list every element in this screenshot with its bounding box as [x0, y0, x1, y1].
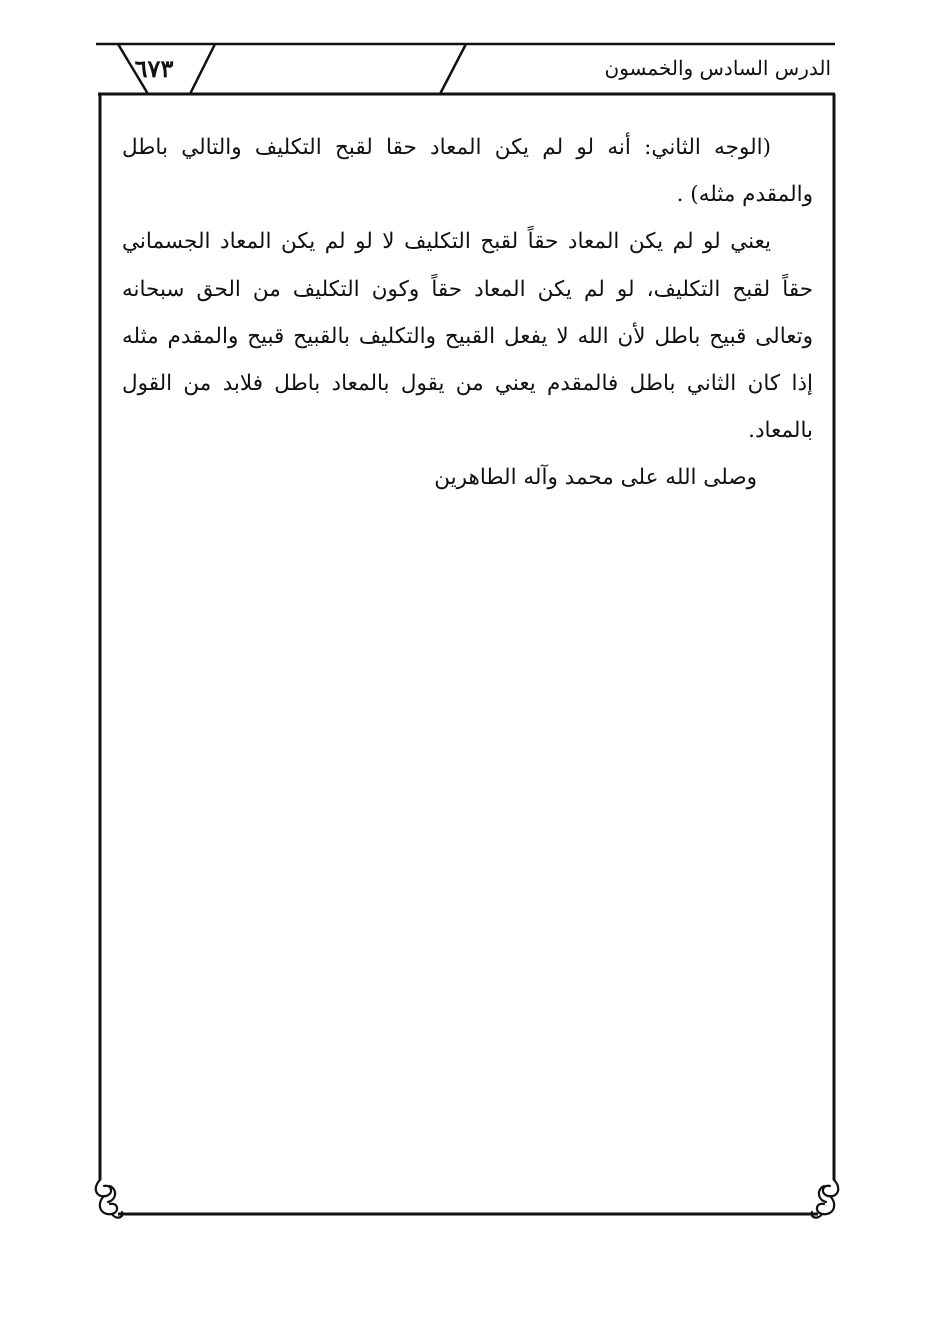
running-title: الدرس السادس والخمسون	[604, 56, 831, 80]
page-number: ٦٧٣	[134, 54, 174, 83]
paragraph-2: يعني لو لم يكن المعاد حقاً لقبح التكليف لا لو لم يكن المعاد الجسماني حقاً لقبح التكليف، لو لم يكن المعاد حقاً وكون التكليف من الحق سبحانه وتعالى قبيح باطل لأن الله لا يفعل القبيح والتكليف بالقبيح قبيح والمقدم مثله إذا كان الثاني باطل فالمقدم يعني من يقول بالمعاد باطل فلابد من القول بالمعاد.	[122, 229, 813, 444]
ornament-right	[812, 1180, 839, 1218]
closing-line: وصلى الله على محمد وآله الطاهرين	[434, 465, 757, 491]
header-divider	[440, 44, 466, 94]
text-body	[122, 124, 813, 502]
paragraph-1: (الوجه الثاني: أنه لو لم يكن المعاد حقا لقبح التكليف والتالي باطل والمقدم مثله) .	[122, 135, 813, 208]
ornament-left	[96, 1180, 123, 1218]
